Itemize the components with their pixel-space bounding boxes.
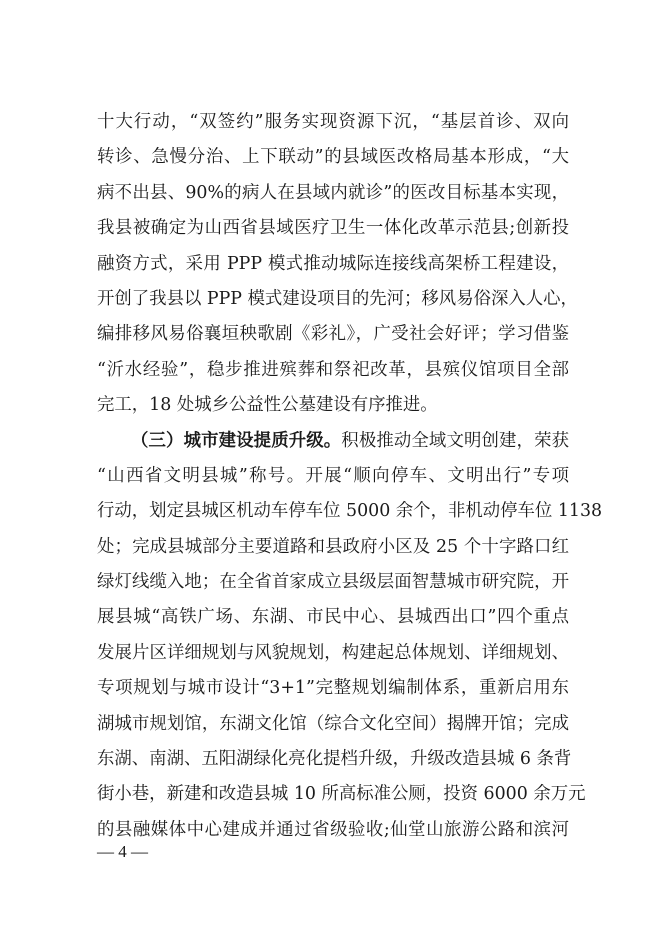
paragraph-line: 处；完成县城部分主要道路和县政府小区及 25 个十字路口红 (97, 536, 569, 557)
section-lead-text: 积极推动全域文明创建，荣获 (341, 430, 569, 451)
paragraph-line: 发展片区详细规划与风貌规划，构建起总体规划、详细规划、 (97, 642, 569, 663)
paragraph-line: 转诊、急慢分治、上下联动”的县域医改格局基本形成，“大 (97, 147, 569, 168)
paragraph-line: 展县城“高铁广场、东湖、市民中心、县城西出口”四个重点 (97, 607, 569, 628)
paragraph-line: 开创了我县以 PPP 模式建设项目的先河；移风易俗深入人心， (97, 288, 578, 309)
paragraph-line: 绿灯线缆入地；在全省首家成立县级层面智慧城市研究院，开 (97, 572, 569, 593)
paragraph-line: “沂水经验”，稳步推进殡葬和祭祀改革，县殡仪馆项目全部 (97, 359, 569, 380)
section-first-line (97, 424, 569, 459)
paragraph-line: 编排移风易俗襄垣秧歌剧《彩礼》，广受社会好评；学习借鉴 (97, 324, 569, 345)
paragraph-line: 行动，划定县城区机动车停车位 5000 余个，非机动停车位 1138 (97, 501, 603, 522)
section-heading: （三）城市建设提质升级。 (131, 430, 342, 451)
paragraph-line: 的县融媒体中心建成并通过省级验收;仙堂山旅游公路和滨河 (97, 819, 569, 840)
paragraph-line: “山西省文明县城”称号。开展“顺向停车、文明出行”专项 (97, 465, 569, 486)
paragraph-line: 病不出县、90%的病人在县域内就诊”的医改目标基本实现， (97, 182, 569, 203)
paragraph-line: 十大行动，“双签约”服务实现资源下沉，“基层首诊、双向 (97, 112, 569, 132)
paragraph-line: 完工，18 处城乡公益性公墓建设有序推进。 (97, 395, 438, 416)
page-number: — 4 — (97, 842, 148, 861)
paragraph-line: 融资方式，采用 PPP 模式推动城际连接线高架桥工程建设， (97, 253, 569, 274)
paragraph-line: 我县被确定为山西省县域医疗卫生一体化改革示范县;创新投 (97, 218, 569, 239)
paragraph-line: 湖城市规划馆，东湖文化馆（综合文化空间）揭牌开馆；完成 (97, 713, 569, 734)
body-text (97, 105, 603, 848)
paragraph-line: 东湖、南湖、五阳湖绿化亮化提档升级，升级改造县城 6 条背 (97, 749, 572, 770)
paragraph-line: 街小巷，新建和改造县城 10 所高标准公厕，投资 6000 余万元 (97, 784, 586, 805)
paragraph-line: 专项规划与城市设计“3+1”完整规划编制体系，重新启用东 (97, 678, 569, 699)
